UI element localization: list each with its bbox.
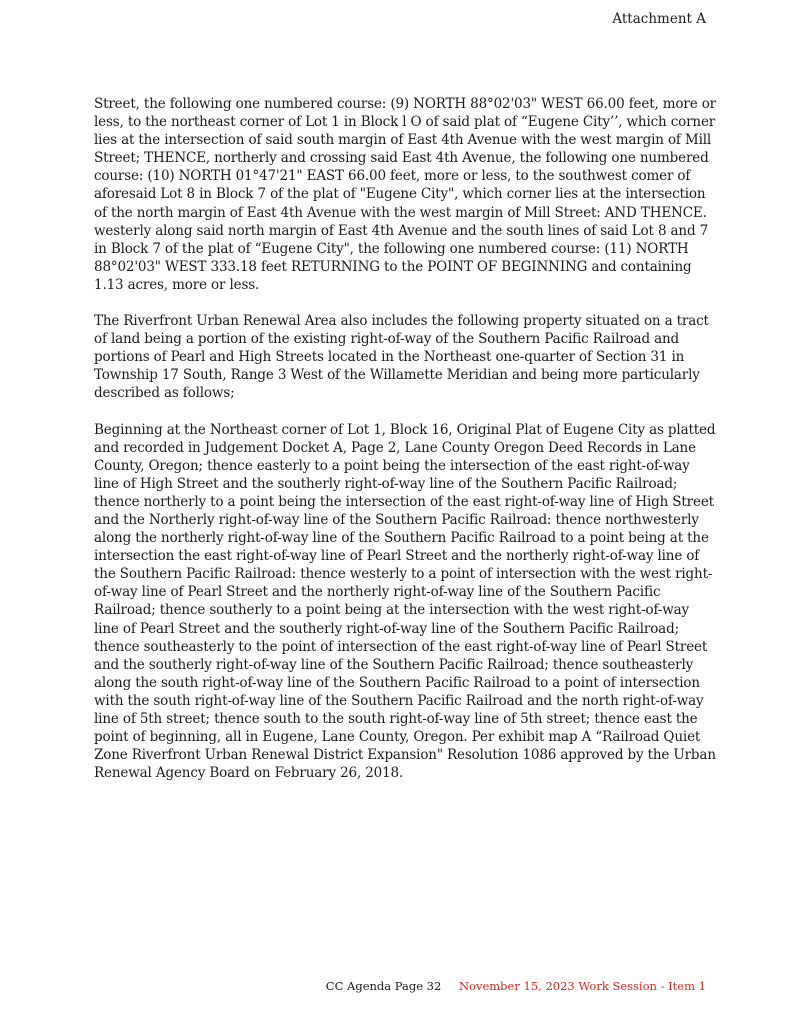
attachment-label: Attachment A bbox=[612, 11, 706, 27]
agenda-page-number: CC Agenda Page 32 bbox=[325, 979, 442, 993]
page-footer bbox=[326, 978, 706, 994]
paragraph-railroad-boundary-description: Beginning at the Northeast corner of Lot 1, Block 16, Original Plat of Eugene City as platted and recorded in Judgement Docket A, Page 2, Lane County Oregon Deed Records in Lane County, Oregon; thence easterly to a point being the intersection of the east right-of-way line of High Street and the southerly right-of-way line of the Southern Pacific Railroad; thence northerly to a point being the intersection of the east right-of-way line of High Street and the Northerly right-of-way line of the Southern Pacific Railroad: thence northwesterly along the northerly right-of-way line of the Southern Pacific Railroad to a point being at the intersection the east right-of-way line of Pearl Street and the northerly right-of-way line of the Southern Pacific Railroad: thence westerly to a point of intersection with the west right-of-way line of Pearl Street and the northerly right-of-way line of the Southern Pacific Railroad; thence southerly to a point being at the intersection with the west right-of-way line of Pearl Street and the southerly right-of-way line of the Southern Pacific Railroad; thence southeasterly to the point of intersection of the east right-of-way line of Pearl Street and the southerly right-of-way line of the Southern Pacific Railroad; thence southeasterly along the south right-of-way line of the Southern Pacific Railroad to a point of intersection with the south right-of-way line of the Southern Pacific Railroad and the north right-of-way line of 5th street; thence south to the south right-of-way line of 5th street; thence east the point of beginning, all in Eugene, Lane County, Oregon. Per exhibit map A “Railroad Quiet Zone Riverfront Urban Renewal District Expansion" Resolution 1086 approved by the Urban Renewal Agency Board on February 26, 2018. bbox=[94, 421, 716, 782]
paragraph-legal-description-continuation: Street, the following one numbered course: (9) NORTH 88°02'03" WEST 66.00 feet, more or less, to the northeast corner of Lot 1 in Block l O of said plat of “Eugene City’’, which corner lies at the intersection of said south margin of East 4th Avenue with the west margin of Mill Street; THENCE, northerly and crossing said East 4th Avenue, the following one numbered course: (10) NORTH 01°47'21" EAST 66.00 feet, more or less, to the southwest comer of aforesaid Lot 8 in Block 7 of the plat of "Eugene City", which corner lies at the intersection of the north margin of East 4th Avenue with the west margin of Mill Street: AND THENCE. westerly along said north margin of East 4th Avenue and the south lines of said Lot 8 and 7 in Block 7 of the plat of “Eugene City", the following one numbered course: (11) NORTH 88°02'03" WEST 333.18 feet RETURNING to the POINT OF BEGINNING and containing 1.13 acres, more or less. bbox=[94, 96, 716, 293]
paragraph-riverfront-area-intro: The Riverfront Urban Renewal Area also includes the following property situated on a tract of land being a portion of the existing right-of-way of the Southern Pacific Railroad and portions of Pearl and High Streets located in the Northeast one-quarter of Section 31 in Township 17 South, Range 3 West of the Willamette Meridian and being more particularly described as follows; bbox=[94, 313, 709, 402]
document-body bbox=[94, 95, 716, 800]
work-session-label: November 15, 2023 Work Session - Item 1 bbox=[458, 979, 706, 993]
